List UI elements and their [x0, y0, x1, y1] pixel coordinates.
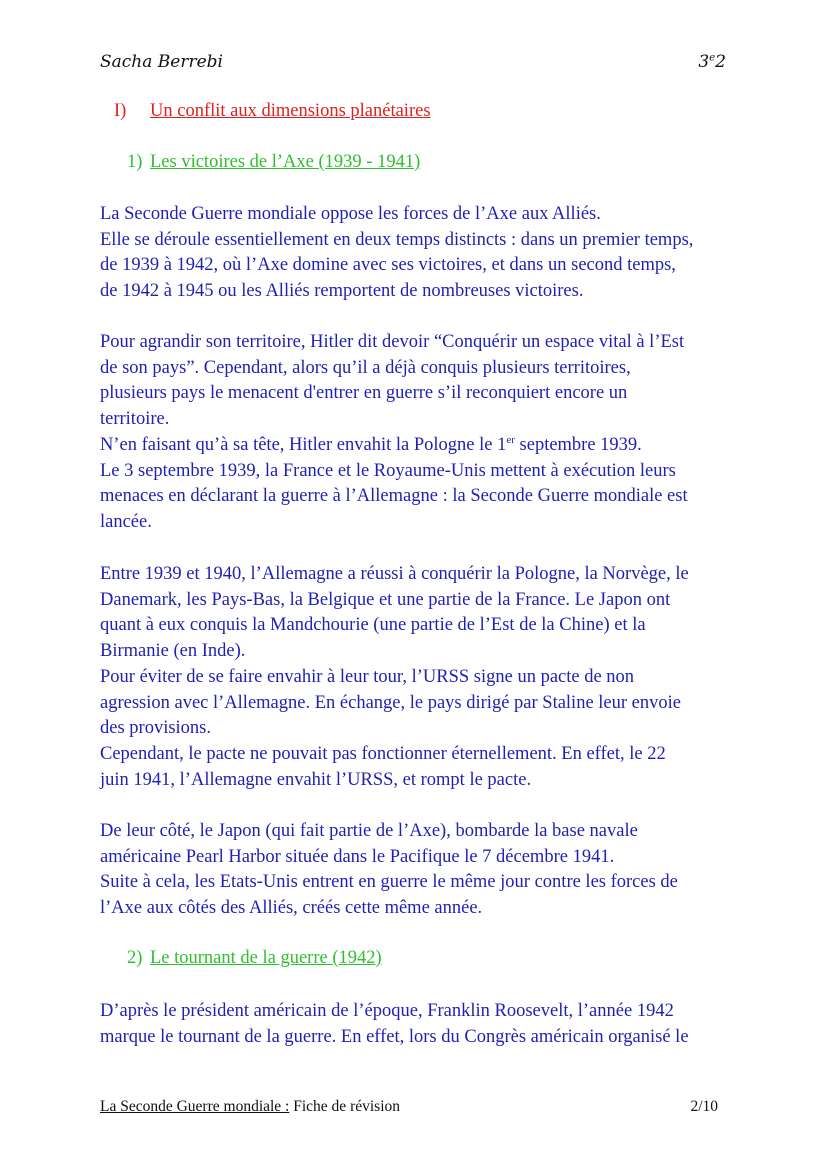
class-number: 3 — [698, 52, 710, 72]
page-number: 2/10 — [690, 1098, 718, 1115]
invasion-date: septembre 1939. — [514, 434, 642, 455]
subsection-heading-2 — [127, 948, 382, 969]
paragraph-conquests — [100, 562, 740, 793]
text-line: marque le tournant de la guerre. En effet, lors du Congrès américain organisé le — [100, 1026, 689, 1047]
subsection-number: 1) — [127, 152, 143, 172]
section-heading — [114, 101, 431, 122]
paragraph-hitler — [100, 330, 740, 536]
text-line: américaine Pearl Harbor située dans le Pacifique le 7 décembre 1941. — [100, 846, 615, 867]
text-line: quant à eux conquis la Mandchourie (une partie de l’Est de la Chine) et la — [100, 615, 646, 636]
footer-doc-title: La Seconde Guerre mondiale : — [100, 1098, 290, 1115]
section-title: Un conflit aux dimensions planétaires — [150, 101, 431, 121]
text-line: l’Axe aux côtés des Alliés, créés cette même année. — [100, 898, 483, 919]
text-line: plusieurs pays le menacent d'entrer en guerre s’il reconquiert encore un — [100, 383, 628, 404]
subsection-title: Les victoires de l’Axe (1939 - 1941) — [150, 152, 421, 172]
text-line: des provisions. — [100, 718, 211, 739]
class-superscript: e — [709, 52, 716, 64]
text-line: agression avec l’Allemagne. En échange, le pays dirigé par Staline leur envoie — [100, 692, 681, 713]
text-line: lancée. — [100, 511, 152, 532]
subsection-heading-1 — [127, 152, 420, 173]
text-line: de 1942 à 1945 ou les Alliés remportent de nombreuses victoires. — [100, 281, 584, 302]
text-line: Danemark, les Pays-Bas, la Belgique et une partie de la France. Le Japon ont — [100, 589, 671, 610]
text-line: menaces en déclarant la guerre à l’Allemagne : la Seconde Guerre mondiale est — [100, 486, 688, 507]
page-footer — [100, 1098, 400, 1116]
author-name: Sacha Berrebi — [100, 52, 223, 72]
text-line: Suite à cela, les Etats-Unis entrent en guerre le même jour contre les forces de — [100, 872, 678, 893]
text-line: Cependant, le pacte ne pouvait pas fonctionner éternellement. En effet, le 22 — [100, 743, 666, 764]
text-line: juin 1941, l’Allemagne envahit l’URSS, et rompt le pacte. — [100, 769, 532, 790]
text-line: D’après le président américain de l’époque, Franklin Roosevelt, l’année 1942 — [100, 1001, 674, 1021]
paragraph-turning-point — [100, 999, 740, 1050]
paragraph-pearl-harbor — [100, 819, 740, 922]
footer-doc-type: Fiche de révision — [289, 1098, 401, 1115]
section-number: I) — [114, 101, 127, 121]
text-line: Elle se déroule essentiellement en deux temps distincts : dans un premier temps, — [100, 229, 694, 250]
subsection-number: 2) — [127, 948, 143, 968]
class-suffix: 2 — [715, 52, 726, 72]
text-line: Pour éviter de se faire envahir à leur tour, l’URSS signe un pacte de non — [100, 666, 635, 687]
text-line: territoire. — [100, 409, 170, 430]
subsection-title: Le tournant de la guerre (1942) — [150, 948, 382, 968]
paragraph-intro — [100, 202, 740, 305]
text-line: de son pays”. Cependant, alors qu’il a déjà conquis plusieurs territoires, — [100, 357, 631, 378]
text-line: de 1939 à 1942, où l’Axe domine avec ses victoires, et dans un second temps, — [100, 255, 676, 276]
text-line: Birmanie (en Inde). — [100, 641, 246, 662]
text-line-invasion — [100, 433, 740, 459]
text-line: Pour agrandir son territoire, Hitler dit devoir “Conquérir un espace vital à l’Est — [100, 332, 685, 352]
text-line: Entre 1939 et 1940, l’Allemagne a réussi à conquérir la Pologne, la Norvège, le — [100, 564, 689, 584]
ordinal-superscript: er — [506, 433, 515, 446]
invasion-text: N’en faisant qu’à sa tête, Hitler envahit la Pologne le 1 — [100, 434, 507, 455]
class-label — [698, 52, 726, 72]
text-line: Le 3 septembre 1939, la France et le Royaume-Unis mettent à exécution leurs — [100, 460, 676, 481]
text-line: De leur côté, le Japon (qui fait partie de l’Axe), bombarde la base navale — [100, 821, 638, 841]
text-line: La Seconde Guerre mondiale oppose les forces de l’Axe aux Alliés. — [100, 204, 601, 224]
